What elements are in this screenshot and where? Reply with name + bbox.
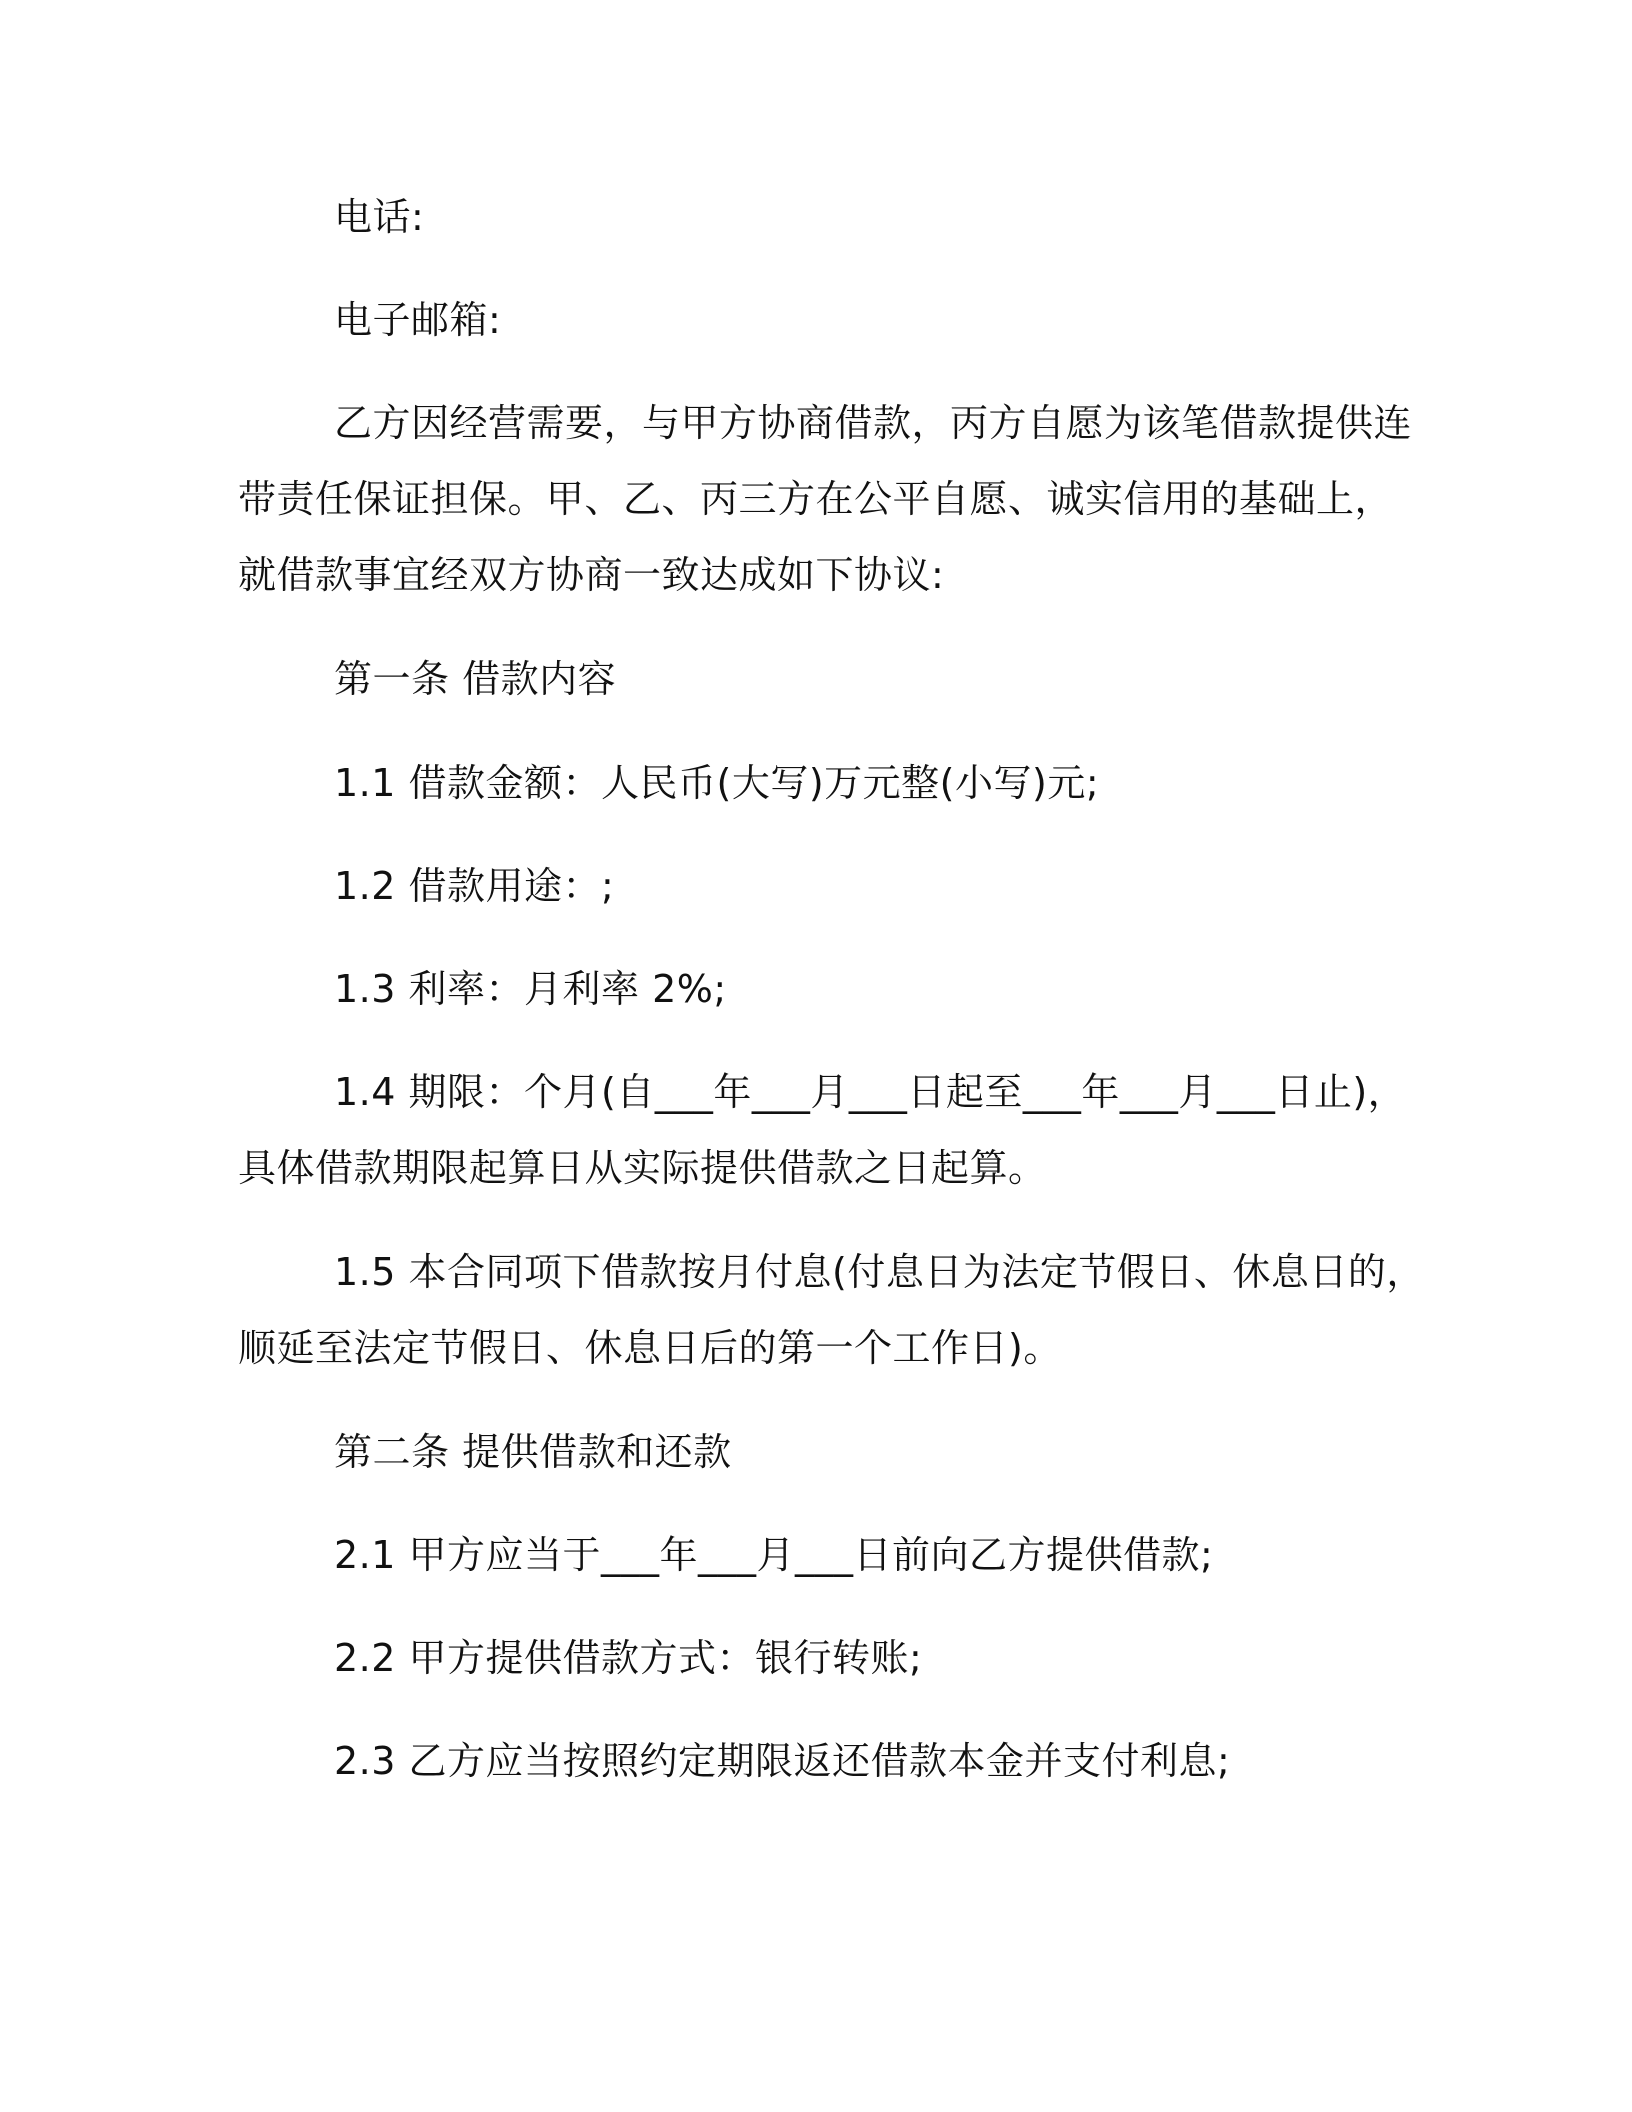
- phone-label: 电话:: [334, 195, 425, 239]
- clause-1-3: 1.3 利率：月利率 2%;: [334, 967, 727, 1011]
- clause-1-1: 1.1 借款金额：人民币(大写)万元整(小写)元;: [334, 761, 1100, 805]
- clause-1-4-line-2: 具体借款期限起算日从实际提供借款之日起算。: [238, 1146, 1047, 1190]
- clause-1-5-line-1: 1.5 本合同项下借款按月付息(付息日为法定节假日、休息日的，: [334, 1250, 1425, 1294]
- clause-2-1: 2.1 甲方应当于___年___月___日前向乙方提供借款;: [334, 1533, 1214, 1577]
- intro-line-2: 带责任保证担保。甲、乙、丙三方在公平自愿、诚实信用的基础上，: [238, 477, 1394, 521]
- intro-line-1: 乙方因经营需要，与甲方协商借款，丙方自愿为该笔借款提供连: [334, 401, 1413, 445]
- clause-2-3: 2.3 乙方应当按照约定期限返还借款本金并支付利息;: [334, 1739, 1231, 1783]
- clause-1-5-line-2: 顺延至法定节假日、休息日后的第一个工作日)。: [238, 1326, 1062, 1370]
- article-2-title: 第二条 提供借款和还款: [334, 1430, 732, 1474]
- clause-1-2: 1.2 借款用途：;: [334, 864, 615, 908]
- intro-line-3: 就借款事宜经双方协商一致达成如下协议:: [238, 553, 945, 597]
- clause-1-4-line-1: 1.4 期限：个月(自___年___月___日起至___年___月___日止)，: [334, 1070, 1407, 1114]
- email-label: 电子邮箱:: [334, 298, 502, 342]
- article-1-title: 第一条 借款内容: [334, 657, 617, 701]
- clause-2-2: 2.2 甲方提供借款方式：银行转账;: [334, 1636, 923, 1680]
